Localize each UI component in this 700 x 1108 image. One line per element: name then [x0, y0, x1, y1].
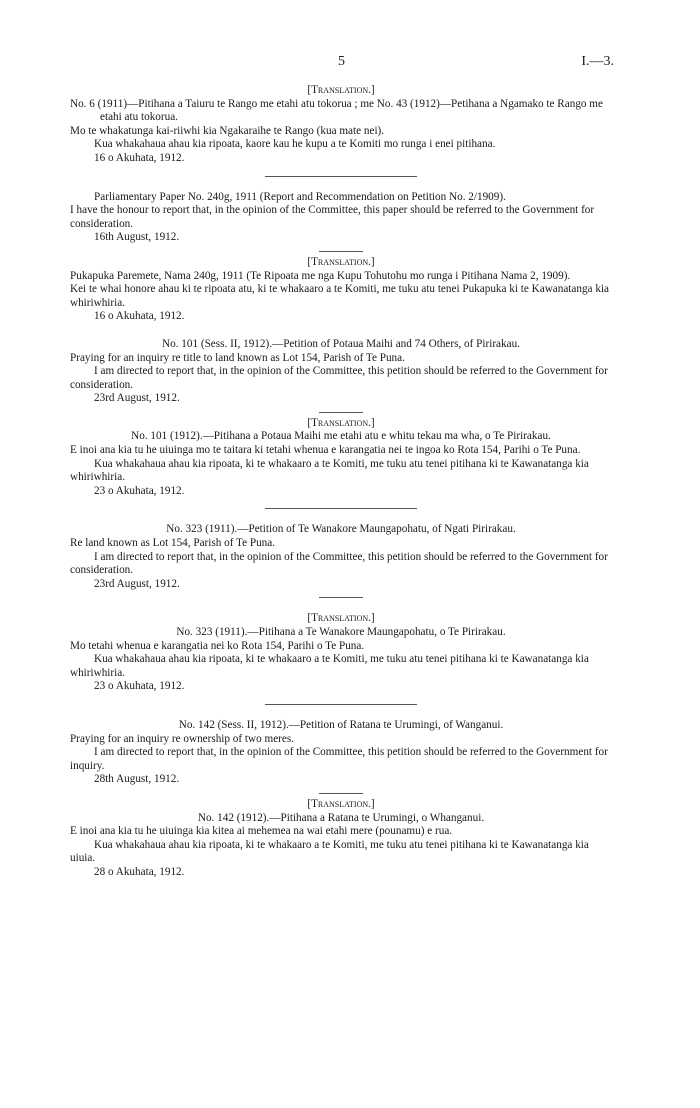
section-title: No. 323 (1911).—Pitihana a Te Wanakore Maungapohatu, o Te Pirirakau.: [176, 626, 506, 638]
translation-label: [Translation.]: [307, 612, 375, 625]
section-date: 23 o Akuhata, 1912.: [94, 484, 185, 497]
section-title: No. 101 (1912).—Pitihana a Potaua Maihi me etahi atu e whitu tekau ma wha, o Te Pirirakau.: [131, 430, 551, 443]
section-prayer: E inoi ana kia tu he uiuinga mo te taitara ki tetahi whenua e karangatia nei te ingoa ko Rota 154, Parihi o Te Puna.: [70, 444, 581, 457]
section-prayer: E inoi ana kia tu he uiuinga kia kitea ai mehemea na wai etahi mere (pounamu) e rua.: [70, 825, 453, 838]
section-title: No. 142 (Sess. II, 1912).—Petition of Ratana te Urumingi, of Wanganui.: [178, 718, 504, 731]
section-date: 23rd August, 1912.: [94, 577, 180, 590]
section-subject: Mo tetahi whenua e karangatia nei ko Rota 154, Parihi o Te Puna.: [70, 639, 365, 652]
section-report: Kua whakahaua ahau kia ripoata, kaore kau he kupu a te Komiti mo runga i enei pitihana.: [94, 138, 496, 151]
section-title: No. 323 (1911).—Petition of Te Wanakore Maungapohatu, of Ngati Pirirakau.: [166, 523, 516, 536]
section-report: I am directed to report that, in the opinion of the Committee, this petition should be referred to the Government for consideration.: [70, 550, 608, 577]
translation-label: [Translation.]: [307, 84, 375, 96]
section-date: 16 o Akuhata, 1912.: [94, 310, 185, 323]
section-translation-no-323: [70, 612, 612, 694]
section-report: Kua whakahaua ahau kia ripoata, ki te whakaaro a te Komiti, me tuku atu tenei pitihana ki te Kawanatanga kia uiuia.: [70, 838, 589, 865]
section-translation-no-142: [70, 798, 612, 880]
translation-label: [Translation.]: [307, 416, 375, 429]
section-date: 28 o Akuhata, 1912.: [94, 865, 185, 878]
section-title: No. 6 (1911)—Pitihana a Taiuru te Rango me etahi atu tokorua ; me No. 43 (1912)—Petihana a Ngamako te Rango me etahi atu tokorua.: [70, 97, 603, 124]
section-report: I am directed to report that, in the opinion of the Committee, this petition should be referred to the Government for consideration.: [70, 365, 608, 391]
section-report: Kei te whai honore ahau ki te ripoata atu, ki te whakaaro a te Komiti, me tuku atu tenei Pukapuka ki te Kawanatanga kia whiriwhiria.: [70, 283, 609, 309]
document-body: [70, 84, 612, 880]
section-petition-no-323: [70, 523, 612, 591]
page-header: [0, 55, 700, 73]
section-petition-no-142: [70, 719, 612, 787]
section-parliamentary-paper: [70, 191, 612, 245]
section-date: 23 o Akuhata, 1912.: [94, 680, 185, 693]
section-prayer: Praying for an inquiry re ownership of two meres.: [70, 732, 295, 745]
section-translation-pukapuka: [70, 256, 612, 324]
section-date: 16th August, 1912.: [94, 231, 180, 244]
section-report: I have the honour to report that, in the opinion of the Committee, this paper should be referred to the Government for consideration.: [70, 204, 595, 230]
section-report: Kua whakahaua ahau kia ripoata, ki te whakaaro a te Komiti, me tuku atu tenei pitihana ki te Kawanatanga kia whiriwhiria.: [70, 457, 589, 484]
section-petition-no-101: [70, 338, 612, 406]
section-date: 23rd August, 1912.: [94, 392, 180, 405]
section-title: No. 101 (Sess. II, 1912).—Petition of Potaua Maihi and 74 Others, of Pirirakau.: [162, 337, 520, 350]
section-date: 16 o Akuhata, 1912.: [94, 151, 185, 164]
page-number: 5: [338, 54, 345, 69]
section-title: Pukapuka Paremete, Nama 240g, 1911 (Te Ripoata me nga Kupu Tohutohu mo runga i Pitihana Nama 2, 1909).: [70, 269, 571, 282]
section-report: I am directed to report that, in the opinion of the Committee, this petition should be referred to the Government for inquiry.: [70, 746, 608, 772]
section-prayer: Praying for an inquiry re title to land known as Lot 154, Parish of Te Puna.: [70, 351, 405, 364]
section-subject: Re land known as Lot 154, Parish of Te Puna.: [70, 537, 276, 550]
section-translation-no-6: [70, 84, 612, 166]
section-title: No. 142 (1912).—Pitihana a Ratana te Urumingi, o Whanganui.: [197, 811, 485, 824]
section-title: Parliamentary Paper No. 240g, 1911 (Report and Recommendation on Petition No. 2/1909).: [94, 190, 506, 203]
section-translation-no-101: [70, 417, 612, 499]
translation-label: [Translation.]: [307, 797, 375, 810]
section-date: 28th August, 1912.: [94, 773, 180, 786]
section-report: Kua whakahaua ahau kia ripoata, ki te whakaaro a te Komiti, me tuku atu tenei pitihana ki te Kawanatanga kia whiriwhiria.: [70, 653, 589, 679]
translation-label: [Translation.]: [307, 255, 375, 268]
paper-reference: I.—3.: [581, 54, 614, 69]
section-subject: Mo te whakatunga kai-riiwhi kia Ngakaraihe te Rango (kua mate nei).: [70, 124, 385, 137]
